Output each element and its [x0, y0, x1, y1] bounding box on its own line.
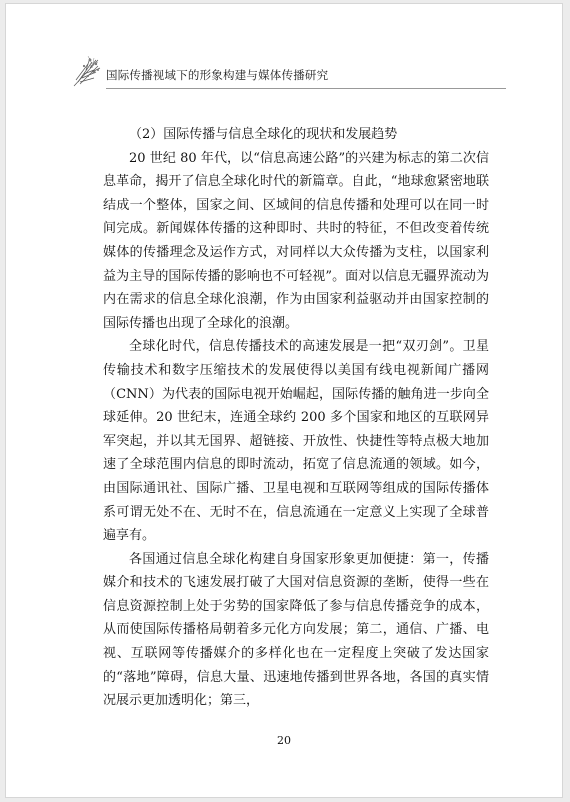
header-divider [106, 88, 506, 89]
section-heading: （2）国际传播与信息全球化的现状和发展趋势 [129, 127, 398, 142]
page-number: 20 [277, 734, 291, 747]
paragraph-1: 20 世纪 80 年代，以“信息高速公路”的兴建为标志的第二次信息革命，揭开了信息全球化时代的新篇章。自此，“地球愈紧密地联结成一个整体，国家之间、区域间的信息传播和处理可以在同一时间完成。新闻媒体传播的这种即时、共时的特征，不但改变着传统媒体的传播理念及运作方式，对同样以大众传播为支柱，以国家利益为主导的国际传播的影响也不可轻视”。面对以信息无疆界流动为内在需求的信息全球化浪潮，作为由国家利益驱动并由国家控制的国际传播也出现了全球化的浪潮。 [103, 150, 489, 331]
document-page [5, 3, 563, 798]
decorative-emblem-icon [70, 52, 104, 92]
body-text [103, 123, 489, 713]
header-title: 国际传播视域下的形象构建与媒体传播研究 [106, 68, 329, 82]
paragraph-3: 各国通过信息全球化构建自身国家形象更加便捷：第一，传播媒介和技术的飞速发展打破了大国对信息资源的垄断，使得一些在信息资源控制上处于劣势的国家降低了参与信息传播竞争的成本，从而使国际传播格局朝着多元化方向发展；第二，通信、广播、电视、互联网等传播媒介的多样化也在一定程度上突破了发达国家的“落地”障碍，信息大量、迅速地传播到世界各地，各国的真实情况展示更加透明化；第三， [103, 551, 489, 709]
paragraph-2: 全球化时代，信息传播技术的高速发展是一把“双刃剑”。卫星传输技术和数字压缩技术的发展使得以美国有线电视新闻广播网（CNN）为代表的国际电视开始崛起，国际传播的触角进一步向全球延伸。20 世纪末，连通全球约 200 多个国家和地区的互联网异军突起，并以其无国界、超链接、开放性、快捷性等特点极大地加速了全球范围内信息的即时流动，拓宽了信息流通的领域。如今，由国际通讯社、国际广播、卫星电视和互联网等组成的国际传播体系可谓无处不在、无时不在，信息流通在一定意义上实现了全球普遍享有。 [103, 339, 489, 544]
running-header [70, 52, 510, 92]
